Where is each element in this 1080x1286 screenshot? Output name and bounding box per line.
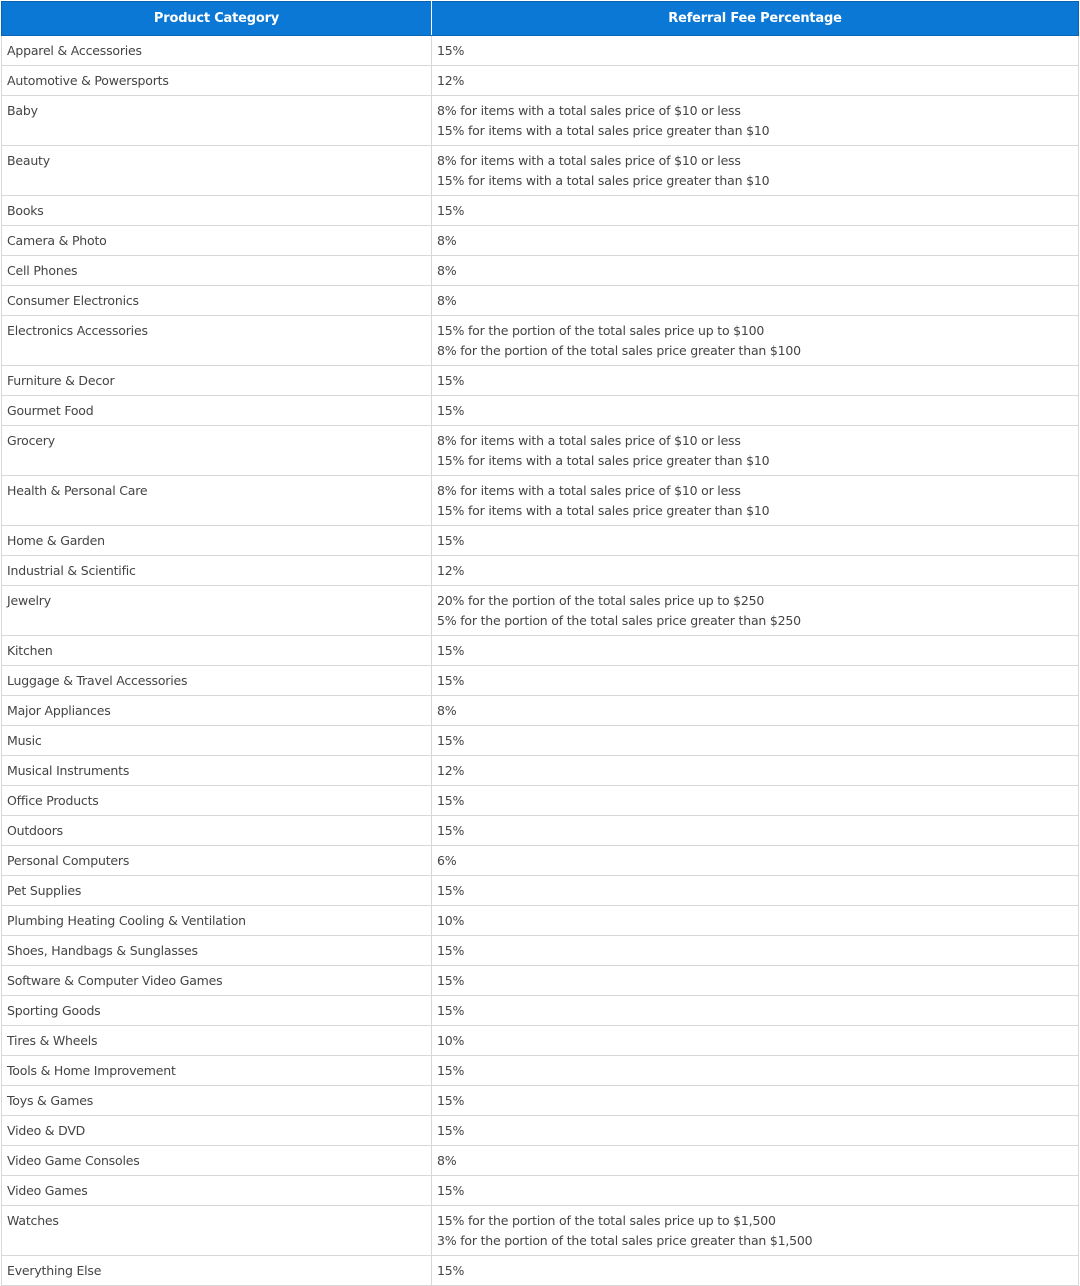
product-category-cell: Video Game Consoles bbox=[2, 1146, 432, 1176]
fee-line: 15% bbox=[437, 793, 465, 808]
product-category-cell: Luggage & Travel Accessories bbox=[2, 666, 432, 696]
table-row bbox=[2, 876, 1079, 906]
product-category-cell: Home & Garden bbox=[2, 526, 432, 556]
fee-line: 8% for items with a total sales price of $10 or less bbox=[437, 153, 741, 168]
fee-line: 15% bbox=[437, 533, 465, 548]
referral-fee-cell bbox=[432, 476, 1079, 526]
product-category-cell: Automotive & Powersports bbox=[2, 66, 432, 96]
referral-fee-cell bbox=[432, 1116, 1079, 1146]
product-category-cell: Jewelry bbox=[2, 586, 432, 636]
table-row bbox=[2, 36, 1079, 66]
fee-line: 12% bbox=[437, 563, 465, 578]
table-row bbox=[2, 196, 1079, 226]
product-category-cell: Tools & Home Improvement bbox=[2, 1056, 432, 1086]
referral-fee-cell bbox=[432, 636, 1079, 666]
referral-fee-table bbox=[1, 1, 1079, 1286]
fee-line: 15% bbox=[437, 733, 465, 748]
fee-line: 15% bbox=[437, 643, 465, 658]
fee-line: 15% bbox=[437, 943, 465, 958]
fee-line: 6% bbox=[437, 853, 457, 868]
product-category-cell: Industrial & Scientific bbox=[2, 556, 432, 586]
referral-fee-cell bbox=[432, 426, 1079, 476]
fee-line: 15% bbox=[437, 883, 465, 898]
table-row bbox=[2, 146, 1079, 196]
referral-fee-cell bbox=[432, 876, 1079, 906]
referral-fee-cell bbox=[432, 786, 1079, 816]
fee-line: 15% bbox=[437, 1093, 465, 1108]
table-row bbox=[2, 966, 1079, 996]
product-category-cell: Cell Phones bbox=[2, 256, 432, 286]
product-category-cell: Everything Else bbox=[2, 1256, 432, 1286]
product-category-cell: Plumbing Heating Cooling & Ventilation bbox=[2, 906, 432, 936]
fee-line: 12% bbox=[437, 73, 465, 88]
table-row bbox=[2, 1086, 1079, 1116]
fee-line: 15% for items with a total sales price greater than $10 bbox=[437, 173, 770, 188]
referral-fee-cell bbox=[432, 286, 1079, 316]
referral-fee-cell bbox=[432, 586, 1079, 636]
table-row bbox=[2, 816, 1079, 846]
referral-fee-cell bbox=[432, 196, 1079, 226]
table-row bbox=[2, 1206, 1079, 1256]
referral-fee-cell bbox=[432, 66, 1079, 96]
fee-line: 3% for the portion of the total sales price greater than $1,500 bbox=[437, 1233, 813, 1248]
fee-line: 15% for items with a total sales price greater than $10 bbox=[437, 503, 770, 518]
fee-line: 15% bbox=[437, 373, 465, 388]
fee-line: 15% bbox=[437, 1123, 465, 1138]
fee-line: 12% bbox=[437, 763, 465, 778]
table-row bbox=[2, 66, 1079, 96]
table-header bbox=[2, 2, 1079, 36]
fee-line: 8% for items with a total sales price of $10 or less bbox=[437, 483, 741, 498]
table-row bbox=[2, 426, 1079, 476]
referral-fee-cell bbox=[432, 666, 1079, 696]
fee-line: 8% bbox=[437, 233, 457, 248]
fee-line: 15% bbox=[437, 1063, 465, 1078]
fee-line: 8% bbox=[437, 263, 457, 278]
table-row bbox=[2, 906, 1079, 936]
referral-fee-cell bbox=[432, 1146, 1079, 1176]
column-header-referral-fee-percentage: Referral Fee Percentage bbox=[432, 2, 1079, 36]
table-row bbox=[2, 476, 1079, 526]
fee-line: 15% bbox=[437, 673, 465, 688]
fee-line: 8% bbox=[437, 293, 457, 308]
table-row bbox=[2, 526, 1079, 556]
table-row bbox=[2, 726, 1079, 756]
fee-line: 8% bbox=[437, 703, 457, 718]
referral-fee-cell bbox=[432, 226, 1079, 256]
referral-fee-cell bbox=[432, 726, 1079, 756]
product-category-cell: Baby bbox=[2, 96, 432, 146]
fee-line: 15% for the portion of the total sales price up to $1,500 bbox=[437, 1213, 776, 1228]
referral-fee-cell bbox=[432, 1086, 1079, 1116]
referral-fee-cell bbox=[432, 96, 1079, 146]
fee-line: 8% for items with a total sales price of $10 or less bbox=[437, 433, 741, 448]
table-row bbox=[2, 936, 1079, 966]
table-row bbox=[2, 696, 1079, 726]
product-category-cell: Watches bbox=[2, 1206, 432, 1256]
product-category-cell: Major Appliances bbox=[2, 696, 432, 726]
table-row bbox=[2, 1056, 1079, 1086]
table-row bbox=[2, 756, 1079, 786]
referral-fee-cell bbox=[432, 696, 1079, 726]
referral-fee-cell bbox=[432, 966, 1079, 996]
product-category-cell: Camera & Photo bbox=[2, 226, 432, 256]
product-category-cell: Outdoors bbox=[2, 816, 432, 846]
product-category-cell: Electronics Accessories bbox=[2, 316, 432, 366]
product-category-cell: Video Games bbox=[2, 1176, 432, 1206]
product-category-cell: Office Products bbox=[2, 786, 432, 816]
table-row bbox=[2, 396, 1079, 426]
table-row bbox=[2, 1146, 1079, 1176]
fee-line: 15% for the portion of the total sales price up to $100 bbox=[437, 323, 765, 338]
referral-fee-cell bbox=[432, 996, 1079, 1026]
header-row bbox=[2, 2, 1079, 36]
product-category-cell: Apparel & Accessories bbox=[2, 36, 432, 66]
fee-line: 20% for the portion of the total sales price up to $250 bbox=[437, 593, 765, 608]
fee-line: 15% bbox=[437, 823, 465, 838]
table-row bbox=[2, 1176, 1079, 1206]
fee-line: 15% bbox=[437, 403, 465, 418]
product-category-cell: Sporting Goods bbox=[2, 996, 432, 1026]
table-row bbox=[2, 286, 1079, 316]
fee-line: 8% for the portion of the total sales price greater than $100 bbox=[437, 343, 801, 358]
table-row bbox=[2, 846, 1079, 876]
fee-line: 15% for items with a total sales price greater than $10 bbox=[437, 453, 770, 468]
referral-fee-cell bbox=[432, 1176, 1079, 1206]
table-row bbox=[2, 786, 1079, 816]
table-row bbox=[2, 1256, 1079, 1286]
fee-line: 5% for the portion of the total sales price greater than $250 bbox=[437, 613, 801, 628]
referral-fee-cell bbox=[432, 366, 1079, 396]
product-category-cell: Software & Computer Video Games bbox=[2, 966, 432, 996]
table-row bbox=[2, 666, 1079, 696]
product-category-cell: Video & DVD bbox=[2, 1116, 432, 1146]
referral-fee-cell bbox=[432, 1256, 1079, 1286]
referral-fee-cell bbox=[432, 396, 1079, 426]
product-category-cell: Toys & Games bbox=[2, 1086, 432, 1116]
product-category-cell: Beauty bbox=[2, 146, 432, 196]
table-row bbox=[2, 996, 1079, 1026]
table-row bbox=[2, 366, 1079, 396]
referral-fee-cell bbox=[432, 556, 1079, 586]
referral-fee-cell bbox=[432, 756, 1079, 786]
referral-fee-cell bbox=[432, 846, 1079, 876]
referral-fee-cell bbox=[432, 1206, 1079, 1256]
product-category-cell: Kitchen bbox=[2, 636, 432, 666]
product-category-cell: Pet Supplies bbox=[2, 876, 432, 906]
table-row bbox=[2, 556, 1079, 586]
fee-line: 15% bbox=[437, 1183, 465, 1198]
product-category-cell: Personal Computers bbox=[2, 846, 432, 876]
table-row bbox=[2, 96, 1079, 146]
fee-line: 15% bbox=[437, 43, 465, 58]
product-category-cell: Furniture & Decor bbox=[2, 366, 432, 396]
table-row bbox=[2, 636, 1079, 666]
product-category-cell: Books bbox=[2, 196, 432, 226]
fee-line: 15% bbox=[437, 1263, 465, 1278]
table-row bbox=[2, 1116, 1079, 1146]
product-category-cell: Health & Personal Care bbox=[2, 476, 432, 526]
table-row bbox=[2, 1026, 1079, 1056]
fee-line: 15% for items with a total sales price greater than $10 bbox=[437, 123, 770, 138]
referral-fee-cell bbox=[432, 256, 1079, 286]
table-row bbox=[2, 256, 1079, 286]
referral-fee-cell bbox=[432, 1026, 1079, 1056]
referral-fee-cell bbox=[432, 816, 1079, 846]
product-category-cell: Shoes, Handbags & Sunglasses bbox=[2, 936, 432, 966]
referral-fee-cell bbox=[432, 1056, 1079, 1086]
product-category-cell: Consumer Electronics bbox=[2, 286, 432, 316]
table-body bbox=[2, 36, 1079, 1286]
referral-fee-cell bbox=[432, 36, 1079, 66]
table-row bbox=[2, 226, 1079, 256]
fee-line: 10% bbox=[437, 913, 465, 928]
referral-fee-cell bbox=[432, 526, 1079, 556]
product-category-cell: Musical Instruments bbox=[2, 756, 432, 786]
fee-line: 15% bbox=[437, 973, 465, 988]
column-header-product-category: Product Category bbox=[2, 2, 432, 36]
referral-fee-cell bbox=[432, 316, 1079, 366]
product-category-cell: Music bbox=[2, 726, 432, 756]
referral-fee-cell bbox=[432, 906, 1079, 936]
product-category-cell: Tires & Wheels bbox=[2, 1026, 432, 1056]
fee-line: 15% bbox=[437, 203, 465, 218]
fee-line: 8% bbox=[437, 1153, 457, 1168]
fee-line: 15% bbox=[437, 1003, 465, 1018]
table-row bbox=[2, 586, 1079, 636]
table-row bbox=[2, 316, 1079, 366]
product-category-cell: Grocery bbox=[2, 426, 432, 476]
product-category-cell: Gourmet Food bbox=[2, 396, 432, 426]
fee-line: 8% for items with a total sales price of $10 or less bbox=[437, 103, 741, 118]
referral-fee-cell bbox=[432, 936, 1079, 966]
fee-line: 10% bbox=[437, 1033, 465, 1048]
referral-fee-cell bbox=[432, 146, 1079, 196]
